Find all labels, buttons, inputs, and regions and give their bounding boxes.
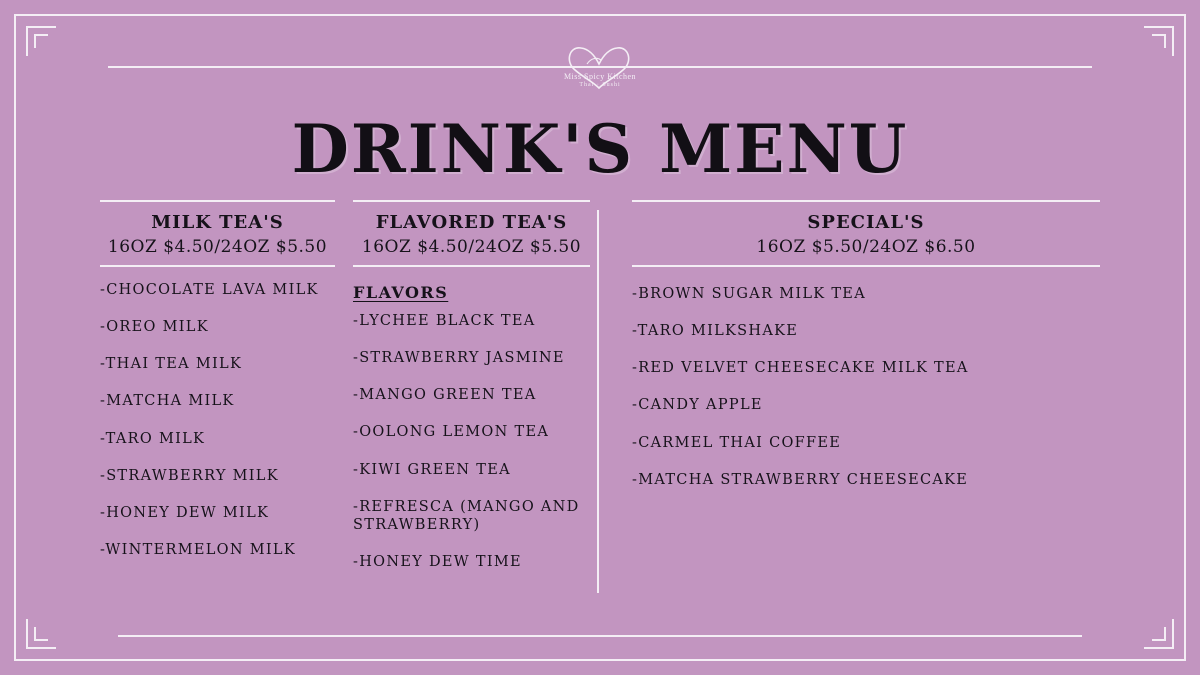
menu-item: -STRAWBERRY JASMINE xyxy=(353,350,565,367)
menu-item: -THAI TEA MILK xyxy=(100,356,243,373)
menu-item: -REFRESCA (MANGO AND STRAWBERRY) xyxy=(353,498,580,533)
column-header-flavored-teas xyxy=(353,200,590,267)
flavors-subheading: FLAVORS xyxy=(353,283,449,302)
menu-item: -TARO MILKSHAKE xyxy=(632,323,799,340)
column-title: MILK TEA'S xyxy=(151,212,284,233)
menu-item: -CHOCOLATE LAVA MILK xyxy=(100,282,319,298)
menu-column-specials xyxy=(600,200,1100,508)
column-divider xyxy=(597,210,599,593)
corner-ornament-bottom-right xyxy=(1144,619,1174,649)
column-header-milk-teas xyxy=(100,200,335,267)
menu-item: -MATCHA MILK xyxy=(100,393,235,410)
menu-item: -WINTERMELON MILK xyxy=(100,541,296,558)
column-price: 16OZ $5.50/24OZ $6.50 xyxy=(632,237,1100,267)
menu-item: -KIWI GREEN TEA xyxy=(353,461,511,478)
menu-item: -HONEY DEW TIME xyxy=(353,553,522,570)
menu-item: -LYCHEE BLACK TEA xyxy=(353,313,536,329)
logo-wordmark: Miss Spicy Kitchen xyxy=(563,72,637,81)
menu-item: -TARO MILK xyxy=(100,430,206,447)
menu-item: -OREO MILK xyxy=(100,319,209,336)
menu-item: -MATCHA STRAWBERRY CHEESECAKE xyxy=(632,471,969,488)
menu-item: -HONEY DEW MILK xyxy=(100,504,270,521)
corner-ornament-bottom-left xyxy=(26,619,56,649)
menu-columns xyxy=(100,200,1100,615)
menu-item-list-flavored-teas xyxy=(353,312,590,571)
column-title: SPECIAL'S xyxy=(807,212,925,233)
restaurant-logo-icon xyxy=(530,36,670,106)
menu-item: -STRAWBERRY MILK xyxy=(100,467,279,484)
menu-column-milk-teas xyxy=(100,200,345,578)
corner-ornament-top-left xyxy=(26,26,56,56)
menu-item: -OOLONG LEMON TEA xyxy=(353,424,550,441)
menu-item: -RED VELVET CHEESECAKE MILK TEA xyxy=(632,360,969,377)
corner-ornament-top-right xyxy=(1144,26,1174,56)
page-title: DRINK'S MENU xyxy=(291,110,909,188)
menu-item: -CARMEL THAI COFFEE xyxy=(632,434,842,451)
menu-item: -BROWN SUGAR MILK TEA xyxy=(632,286,866,302)
column-price: 16OZ $4.50/24OZ $5.50 xyxy=(100,237,335,267)
column-title: FLAVORED TEA'S xyxy=(375,212,568,233)
column-header-specials xyxy=(632,200,1100,267)
bottom-divider-rule xyxy=(118,635,1082,637)
menu-item-list-specials xyxy=(632,285,1100,489)
menu-item: -CANDY APPLE xyxy=(632,397,763,414)
menu-column-flavored-teas xyxy=(345,200,600,590)
menu-item: -MANGO GREEN TEA xyxy=(353,387,537,404)
column-price: 16OZ $4.50/24OZ $5.50 xyxy=(353,237,590,267)
menu-item-list-milk-teas xyxy=(100,281,335,559)
logo-subtext: Thai · Sushi xyxy=(579,82,621,88)
